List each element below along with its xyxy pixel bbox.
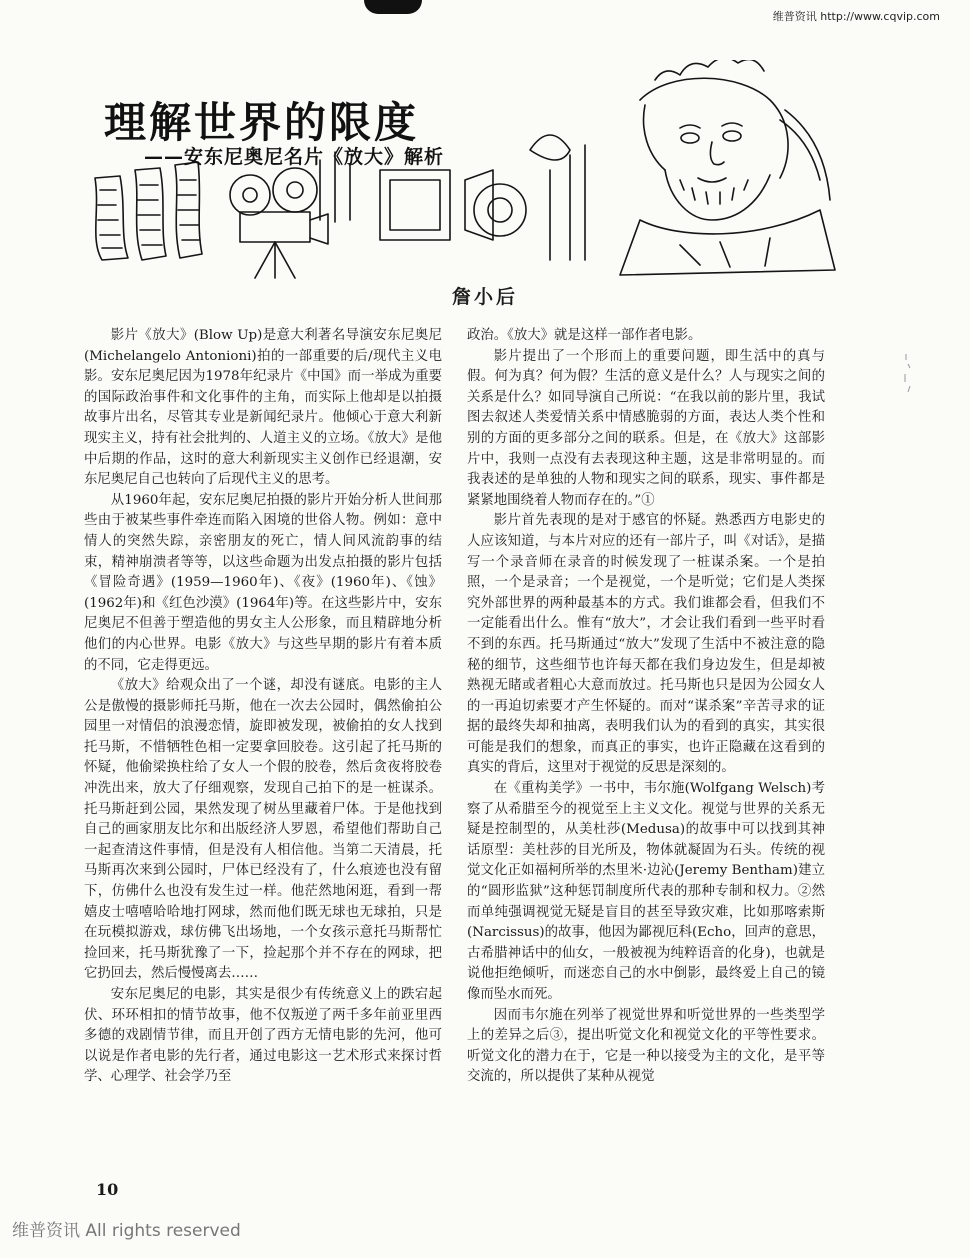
film-strip-illustration xyxy=(95,162,202,260)
article-column-left xyxy=(84,326,442,1088)
article-subtitle: ——安东尼奥尼名片《放大》解析 xyxy=(144,146,445,168)
paragraph: 影片《放大》(Blow Up)是意大利著名导演安东尼奥尼(Michelangelo Antonioni)拍的一部重要的后/现代主义电影。安东尼奥尼因为1978年纪录片《中国》而一举成为重要的国际政治事件和文化事件的主角，而实际上他却是以拍摄故事片出名，尽管其专业是新闻纪录片。他倾心于意大利新现实主义，持有社会批判的、人道主义的立场。《放大》是他中后期的作品，这时的意大利新现实主义创作已经退潮，安东尼奥尼自己也转向了后现代主义的思考。 xyxy=(84,328,442,488)
paragraph: 因而韦尔施在列举了视觉世界和听觉世界的一些类型学上的差异之后③，提出听觉文化和视觉文化的平等性要求。听觉文化的潜力在于，它是一种以接受为主的文化，是平等交流的，所以提供了某种从视觉 xyxy=(467,1007,825,1085)
paragraph: 从1960年起，安东尼奥尼拍摄的影片开始分析人世间那些由于被某些事件牵连而陷入困境的世俗人物。例如：意中情人的突然失踪，亲密朋友的死亡，情人间风流韵事的结束，精神崩溃者等等，以这些命题为出发点拍摄的影片包括《冒险奇遇》(1959—1960年)、《夜》(1960年)、《蚀》(1962年)和《红色沙漠》(1964年)等。在这些影片中，安东尼奥尼不但善于塑造他的男女主人公形象，而且精辟地分析他们的内心世界。电影《放大》与这些早期的影片有着本质的不同，它走得更远。 xyxy=(84,492,442,673)
paragraph: 影片首先表现的是对于感官的怀疑。熟悉西方电影史的人应该知道，与本片对应的还有一部片子，叫《对话》，是描写一个录音师在录音的时候发现了一桩谋杀案。一个是拍照，一个是录音；一个是视觉，一个是听觉；它们是人类探究外部世界的两种最基本的方式。我们谁都会看，但我们不一定能看出什么。惟有“放大”，才会让我们看到一些平时看不到的东西。托马斯通过“放大”发现了生活中不被注意的隐秘的细节，这些细节也许每天都在我们身边发生，但是却被熟视无睹或者粗心大意而放过。托马斯也只是因为公园女人的一再迫切索要才产生怀疑的。而对“谋杀案”辛苦寻求的证据的最终失却和抽离，表明我们认为的看到的真实，其实很可能是我们的想象，而真正的事实，也许正隐藏在这看到的真实的背后，这里对于视觉的反思是深刻的。 xyxy=(467,513,825,776)
paragraph: 影片提出了一个形而上的重要问题，即生活中的真与假。何为真？何为假？生活的意义是什么？人与现实之间的关系是什么？如同导演自己所说：“在我以前的影片里，我试图去叙述人类爱情关系中情感脆弱的方面，表达人类个性和别的方面的更多部分之间的联系。但是，在《放大》这部影片中，我则一点没有去表现这种主题，这是非常明显的。而我表述的是单独的人物和现实之间的联系，现实、事件都是紧紧地围绕着人物而存在的。”① xyxy=(467,348,825,508)
article-column-right xyxy=(467,326,825,1088)
footer-watermark: 维普资讯 All rights reserved xyxy=(12,1221,241,1241)
margin-scan-marks xyxy=(898,350,922,400)
paragraph: 在《重构美学》一书中，韦尔施(Wolfgang Welsch)考察了从希腊至今的视觉至上主义文化。视觉与世界的关系无疑是控制型的，从美杜莎(Medusa)的故事中可以找到其神话原型：美杜莎的目光所及，物体就凝固为石头。传统的视觉文化正如福柯所举的杰里米·边沁(Jeremy Bentham)建立的“圆形监狱”这种惩罚制度所代表的那种专制和权力。②然而单纯强调视觉无疑是盲目的甚至导致灾难，比如那喀索斯(Narcissus)的故事，他因为鄙视厄科(Echo，回声的意思，古希腊神话中的仙女，一般被视为纯粹语音的化身)，也就是说他拒绝倾听，而迷恋自己的水中倒影，最终爱上自己的镜像而坠水而死。 xyxy=(467,781,825,1002)
article-title: 理解世界的限度 xyxy=(98,90,425,150)
director-portrait-illustration xyxy=(620,60,835,275)
paragraph: 《放大》给观众出了一个谜，却没有谜底。电影的主人公是傲慢的摄影师托马斯，他在一次去公园时，偶然偷拍公园里一对情侣的浪漫恋情，旋即被发现，被偷拍的女人找到托马斯，不惜牺牲色相一定要拿回胶卷。这引起了托马斯的怀疑，他偷梁换柱给了女人一个假的胶卷，然后贪夜将胶卷冲洗出来，放大了仔细观察，发现自己拍下的是一桩谋杀。托马斯赶到公园，果然发现了树丛里藏着尸体。于是他找到自己的画家朋友比尔和出版经济人罗恩，希望他们帮助自己一起查清这件事情，但是没有人相信他。当第二天清晨，托马斯再次来到公园时，尸体已经没有了，什么痕迹也没有留下，仿佛什么也没有发生过一样。他茫然地闲逛，看到一帮嬉皮士嘻嘻哈哈地打网球，然而他们既无球也无球拍，只是在玩模拟游戏，球仿佛飞出场地，一个女孩示意托马斯帮忙捡回来，托马斯犹豫了一下，捡起那个并不存在的网球，把它扔回去，然后慢慢离去…… xyxy=(84,678,442,982)
article-author: 詹小后 xyxy=(451,286,518,308)
paragraph-continuation: 政治。《放大》就是这样一部作者电影。 xyxy=(467,328,702,343)
page-number: 10 xyxy=(96,1180,119,1199)
decorative-blob xyxy=(364,0,422,14)
header-watermark-url: 维普资讯 http://www.cqvip.com xyxy=(772,10,940,23)
paragraph: 安东尼奥尼的电影，其实是很少有传统意义上的跌宕起伏、环环相扣的情节故事，他不仅叛逆了两千多年前亚里西多德的戏剧情节律，而且开创了西方无情电影的先河，他可以说是作者电影的先行者，通过电影这一艺术形式来探讨哲学、心理学、社会学乃至 xyxy=(84,987,442,1085)
